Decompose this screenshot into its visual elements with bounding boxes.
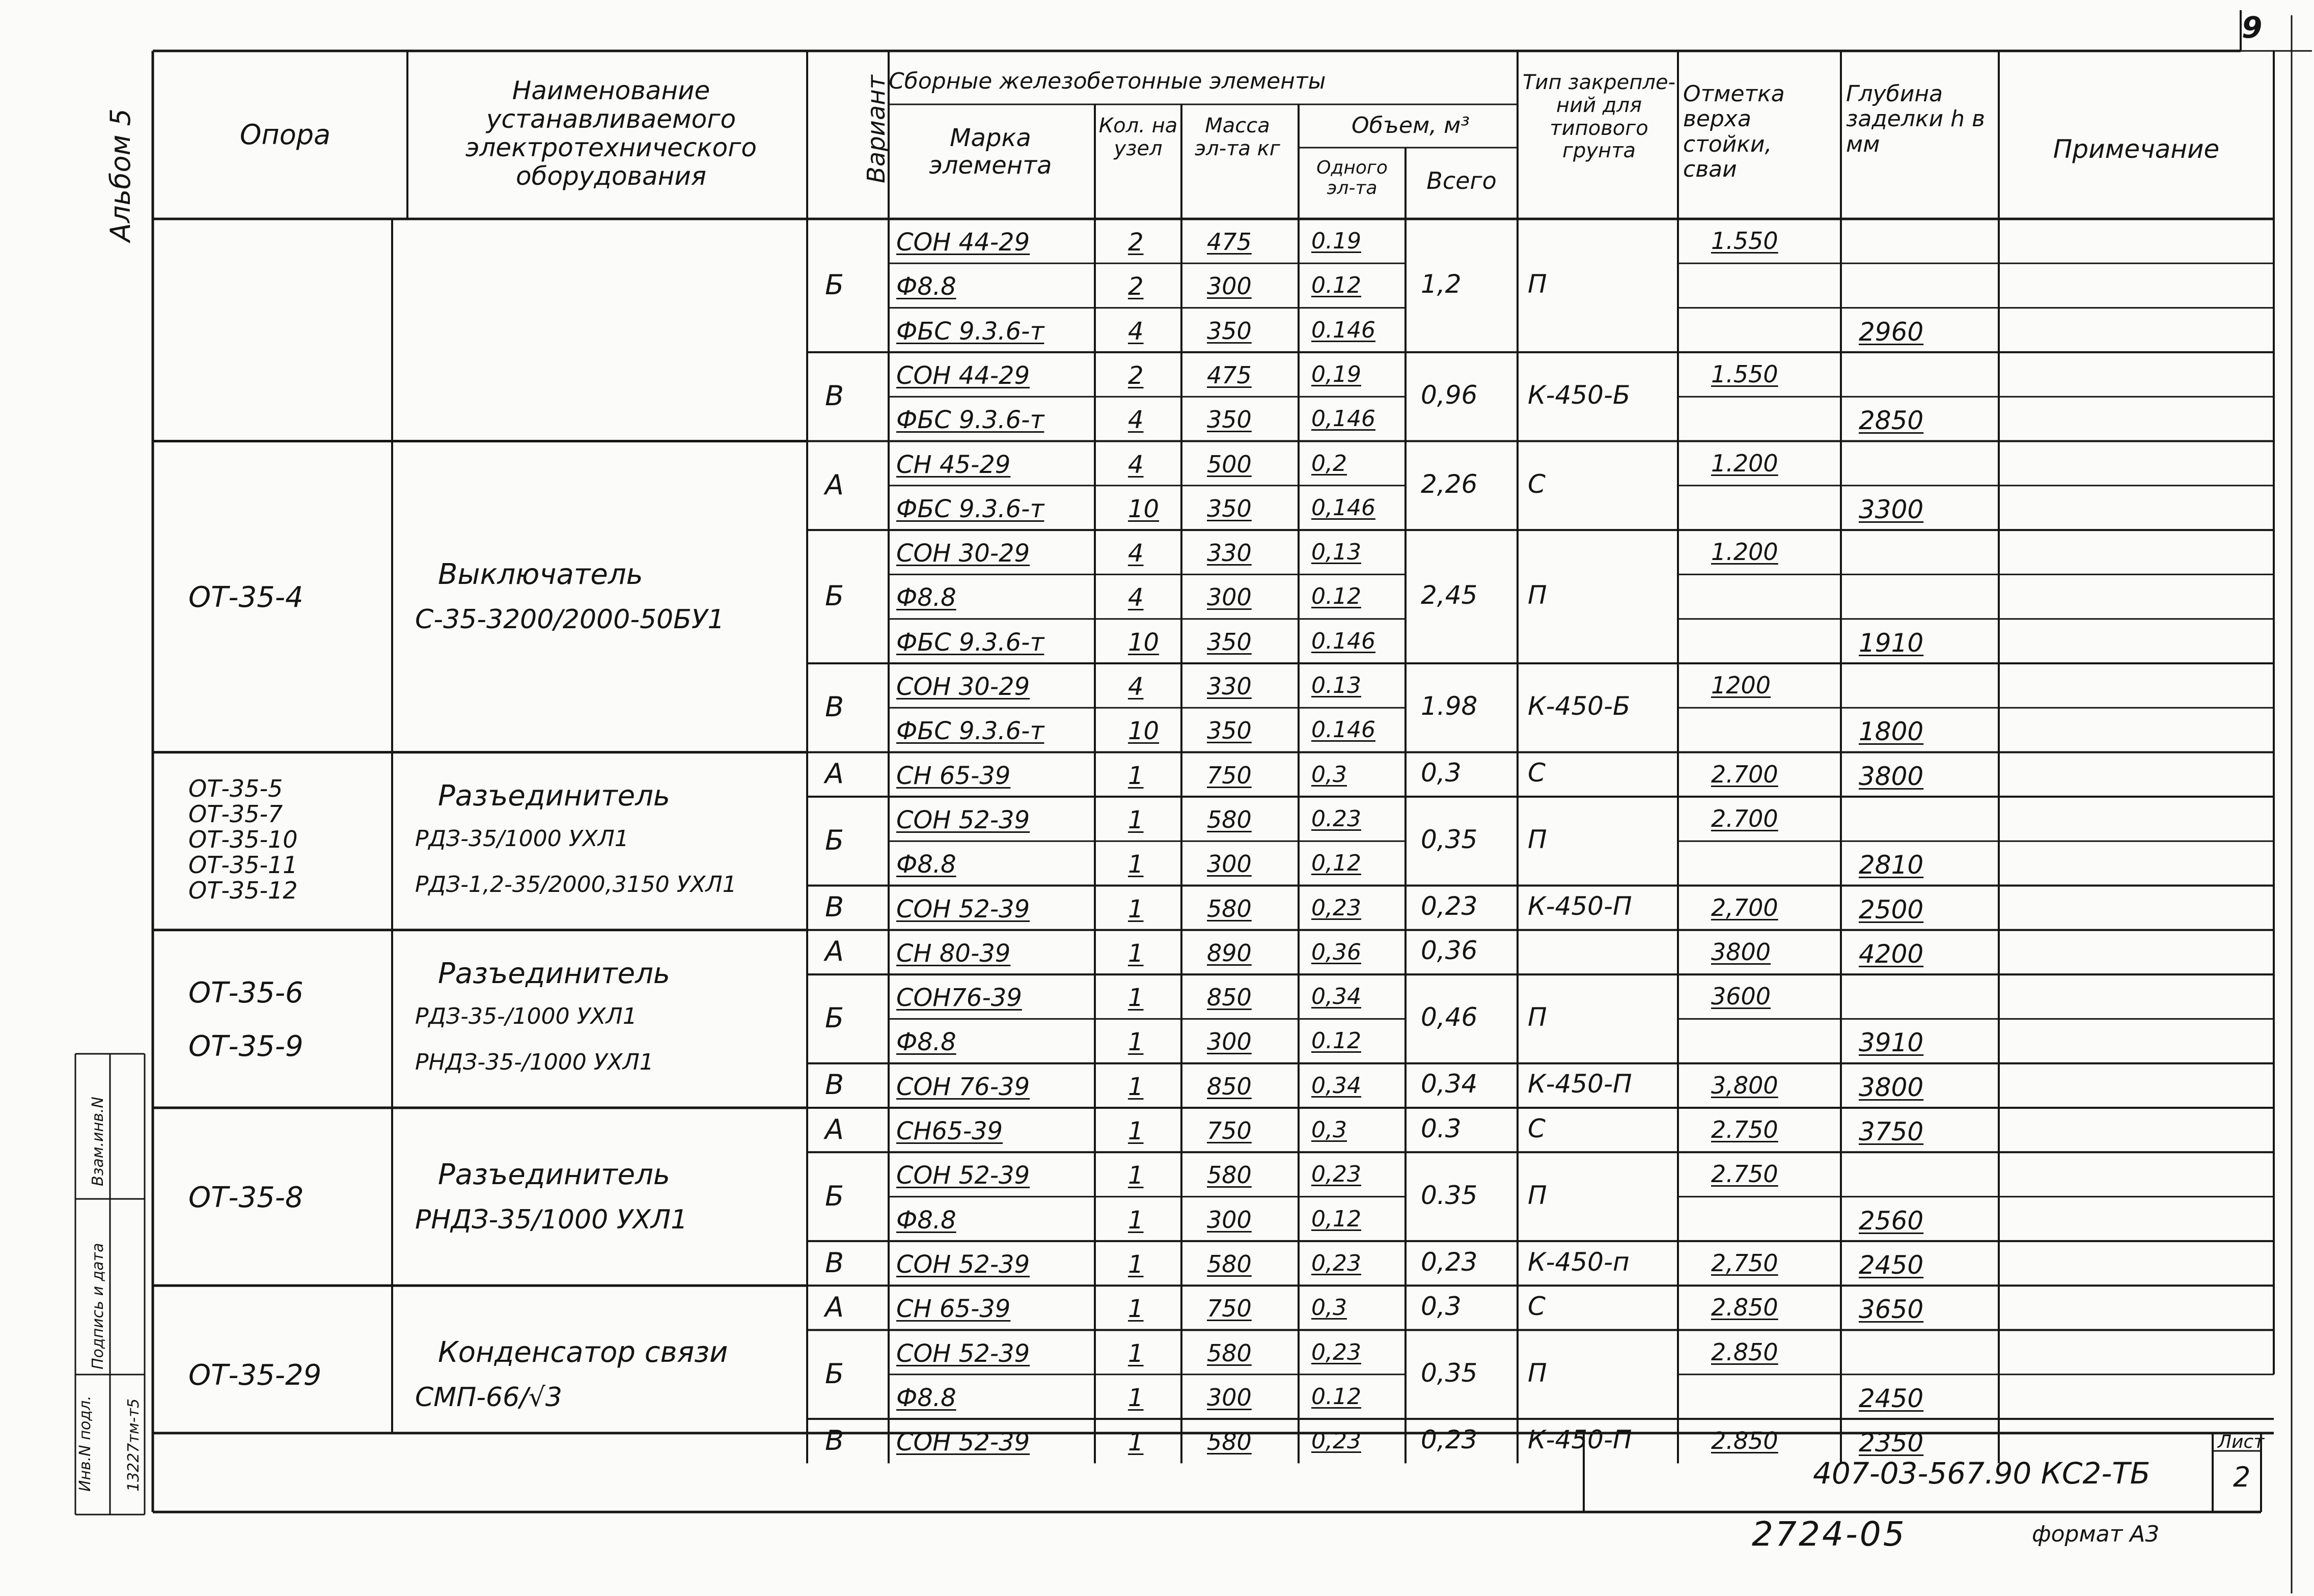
volume-total: 0,23 [1421,1247,1478,1277]
element-qty: 1 [1128,894,1144,923]
paper-format: формат А3 [2032,1521,2160,1547]
volume-total: 0,35 [1421,825,1478,855]
element-mark: ФБС 9.3.6-т [896,628,1044,657]
support-code: ОТ-35-11 [188,851,298,879]
element-mark: Ф8.8 [896,583,956,612]
support-code: ОТ-35-8 [188,1181,304,1214]
embed-depth: 3800 [1859,1072,1924,1102]
volume-total: 0,96 [1421,380,1478,410]
variant-letter: В [825,891,844,923]
element-volume: 0,2 [1311,450,1347,477]
element-volume: 0,146 [1311,494,1375,521]
element-mass: 580 [1207,805,1252,833]
embed-depth: 4200 [1859,939,1924,969]
element-mass: 475 [1207,361,1252,389]
top-mark: 1.550 [1711,360,1778,388]
volume-total: 0,23 [1421,891,1478,921]
top-mark: 3600 [1711,983,1771,1011]
element-volume: 0,3 [1311,761,1347,788]
element-volume: 0,19 [1311,361,1361,387]
top-mark: 1.200 [1711,449,1778,477]
fixing-type: П [1528,1180,1547,1210]
variant-letter: А [825,935,844,968]
volume-total: 2,26 [1421,469,1478,499]
element-volume: 0,23 [1311,1250,1361,1276]
element-mass: 330 [1207,539,1252,567]
element-mass: 350 [1207,406,1252,434]
fixing-type: С [1528,1113,1546,1143]
top-mark: 2,750 [1711,1249,1778,1277]
support-code: ОТ-35-9 [188,1029,304,1063]
volume-total: 0,23 [1421,1424,1478,1454]
equipment-name: РДЗ-35-/1000 УХЛ1 [415,1003,637,1030]
variant-letter: Б [825,580,844,612]
volume-total: 0,3 [1421,758,1462,788]
embed-depth: 2450 [1859,1250,1924,1280]
support-code: ОТ-35-4 [188,581,304,614]
top-mark: 2,700 [1711,893,1778,921]
element-volume: 0.12 [1311,1383,1361,1410]
element-volume: 0,23 [1311,1339,1361,1365]
top-mark: 2.700 [1711,760,1778,788]
element-qty: 1 [1128,805,1144,834]
element-qty: 1 [1128,761,1144,790]
element-mass: 300 [1207,1206,1252,1234]
element-mass: 330 [1207,673,1252,700]
top-mark: 1.550 [1711,227,1778,255]
element-qty: 1 [1128,1295,1144,1324]
element-mark: Ф8.8 [896,1383,956,1412]
top-mark: 2.850 [1711,1427,1778,1455]
element-mass: 350 [1207,717,1252,745]
element-mass: 300 [1207,850,1252,878]
variant-letter: В [825,1246,844,1279]
variant-letter: Б [825,1180,844,1212]
embed-depth: 2850 [1859,406,1924,436]
element-qty: 4 [1128,450,1144,479]
header-element-mark: Марка элемента [929,124,1052,180]
element-mark: СОН 52-39 [896,894,1030,923]
element-mark: ФБС 9.3.6-т [896,317,1044,346]
volume-total: 0.35 [1421,1180,1478,1210]
element-qty: 1 [1128,1028,1144,1057]
variant-letter: Б [825,1002,844,1034]
stamp-inv-number: 13227тм-т5 [125,1398,143,1492]
variant-letter: В [825,1424,844,1457]
element-mark: СОН 52-39 [896,805,1030,834]
support-code: ОТ-35-29 [188,1358,322,1392]
element-qty: 2 [1128,361,1144,390]
header-note: Примечание [2053,134,2220,164]
element-volume: 0,3 [1311,1117,1347,1143]
element-volume: 0.146 [1311,628,1375,654]
element-qty: 1 [1128,1250,1144,1279]
variant-letter: В [825,1069,844,1101]
top-mark: 3800 [1711,938,1771,966]
fixing-type: К-450-Б [1528,691,1631,721]
volume-total: 1,2 [1421,269,1462,299]
element-mark: СН65-39 [896,1117,1003,1145]
variant-letter: А [825,758,844,790]
stamp-inv-original: Инв.N подл. [76,1395,94,1492]
element-mass: 580 [1207,1428,1252,1456]
top-mark: 1.200 [1711,538,1778,566]
element-volume: 0,34 [1311,1072,1361,1099]
element-volume: 0.19 [1311,228,1361,254]
fixing-type: С [1528,469,1546,499]
element-mark: СН 45-29 [896,450,1011,479]
element-qty: 10 [1128,628,1160,657]
element-volume: 0,146 [1311,406,1375,432]
element-mass: 300 [1207,1383,1252,1411]
element-mark: Ф8.8 [896,1206,956,1235]
equipment-name: СМП-66/√3 [415,1382,562,1413]
element-mark: СН 80-39 [896,939,1011,968]
element-mass: 850 [1207,1072,1252,1100]
fixing-type: К-450-П [1528,1424,1632,1454]
header-mass: Масса эл-та кг [1195,114,1280,160]
element-mark: СОН 52-39 [896,1250,1030,1279]
element-mass: 300 [1207,583,1252,611]
element-qty: 1 [1128,1072,1144,1101]
top-mark: 2.850 [1711,1338,1778,1366]
fixing-type: К-450-Б [1528,380,1631,410]
element-mark: СОН 44-29 [896,228,1030,257]
element-mark: СОН 52-39 [896,1428,1030,1457]
embed-depth: 3650 [1859,1295,1924,1325]
element-volume: 0,36 [1311,939,1361,965]
element-qty: 1 [1128,939,1144,968]
header-qty: Кол. на узел [1098,114,1178,160]
element-mass: 475 [1207,228,1252,256]
element-qty: 1 [1128,850,1144,879]
embed-depth: 3750 [1859,1117,1924,1146]
volume-total: 0,34 [1421,1069,1478,1099]
top-mark: 2.750 [1711,1160,1778,1188]
variant-letter: Б [825,1357,844,1390]
stamp-sign-date: Подпись и дата [89,1243,107,1369]
volume-total: 0,35 [1421,1358,1478,1388]
page-number: 9 [2242,10,2263,45]
element-volume: 0.13 [1311,673,1361,698]
fixing-type: К-450-п [1528,1247,1630,1277]
top-mark: 1200 [1711,671,1771,699]
element-volume: 0,13 [1311,539,1361,566]
equipment-name: С-35-3200/2000-50БУ1 [415,604,725,635]
element-qty: 10 [1128,717,1160,746]
element-mark: СОН 52-39 [896,1161,1030,1190]
equipment-name: Разъединитель [438,1158,670,1191]
element-mass: 300 [1207,272,1252,300]
element-volume: 0,23 [1311,1161,1361,1188]
embed-depth: 2560 [1859,1206,1924,1236]
element-volume: 0.12 [1311,583,1361,610]
element-mass: 750 [1207,761,1252,789]
element-volume: 0.23 [1311,805,1361,832]
variant-letter: Б [825,824,844,857]
header-fixing-type: Тип закрепле-ний для типового грунта [1523,71,1675,163]
variant-letter: А [825,1291,844,1323]
element-volume: 0.146 [1311,717,1375,743]
header-precast-group: Сборные железобетонные элементы [889,68,1326,94]
header-volume-total: Всего [1426,167,1497,194]
support-code: ОТ-35-6 [188,976,304,1010]
variant-letter: А [825,1113,844,1145]
header-volume-one: Одного эл-та [1316,157,1388,199]
album-label: Альбом 5 [104,108,136,242]
equipment-name: РНДЗ-35/1000 УХЛ1 [415,1204,688,1235]
element-qty: 1 [1128,1206,1144,1235]
element-mass: 850 [1207,984,1252,1012]
element-mark: СН 65-39 [896,1295,1011,1324]
element-volume: 0,12 [1311,1206,1361,1232]
element-mark: ФБС 9.3.6-т [896,717,1044,746]
volume-total: 0,36 [1421,936,1478,966]
sheet-number: 2 [2233,1461,2251,1493]
embed-depth: 2500 [1859,894,1924,925]
element-volume: 0,12 [1311,850,1361,877]
element-mass: 500 [1207,450,1252,478]
embed-depth: 2960 [1859,317,1924,347]
top-mark: 2.750 [1711,1116,1778,1143]
equipment-name: Конденсатор связи [438,1335,728,1369]
element-volume: 0.12 [1311,1028,1361,1054]
variant-letter: Б [825,268,844,301]
header-variant: Вариант [862,75,891,183]
equipment-name: Разъединитель [438,779,670,813]
element-qty: 1 [1128,1117,1144,1145]
volume-total: 0.3 [1421,1113,1462,1143]
element-mass: 580 [1207,1161,1252,1189]
embed-depth: 2450 [1859,1383,1924,1413]
support-code: ОТ-35-10 [188,826,298,854]
header-depth: Глубина заделки h в мм [1846,81,1985,157]
embed-depth: 3910 [1859,1028,1924,1058]
fixing-type: П [1528,580,1547,610]
stamp-replace-inv: Взам.инв.N [89,1097,107,1186]
element-mark: СОН 30-29 [896,673,1030,701]
element-mark: СОН 76-39 [896,1072,1030,1101]
element-mass: 350 [1207,628,1252,656]
element-mass: 580 [1207,1339,1252,1367]
element-mass: 750 [1207,1295,1252,1323]
element-qty: 2 [1128,228,1144,257]
element-mark: ФБС 9.3.6-т [896,406,1044,435]
embed-depth: 2350 [1859,1428,1924,1458]
element-qty: 1 [1128,1339,1144,1368]
header-equipment: Наименование устанавливаемого электротехнического оборудования [465,76,757,191]
top-mark: 3,800 [1711,1071,1778,1099]
fixing-type: С [1528,1291,1546,1321]
element-qty: 1 [1128,1161,1144,1190]
element-mark: СОН 52-39 [896,1339,1030,1368]
header-support: Опора [239,119,331,151]
variant-letter: В [825,691,844,723]
element-qty: 2 [1128,272,1144,301]
fixing-type: С [1528,758,1546,788]
element-volume: 0,23 [1311,1428,1361,1454]
volume-total: 0,46 [1421,1002,1478,1032]
embed-depth: 3300 [1859,494,1924,524]
element-volume: 0.12 [1311,272,1361,299]
element-mark: Ф8.8 [896,850,956,879]
fixing-type: П [1528,269,1547,299]
embed-depth: 1910 [1859,628,1924,658]
element-mark: СОН76-39 [896,984,1022,1013]
equipment-name: РДЗ-35/1000 УХЛ1 [415,826,629,852]
volume-total: 2,45 [1421,580,1478,610]
element-mass: 580 [1207,1250,1252,1278]
embed-depth: 1800 [1859,717,1924,747]
fixing-type: П [1528,1002,1547,1032]
element-qty: 4 [1128,539,1144,568]
element-qty: 4 [1128,406,1144,435]
element-mass: 750 [1207,1117,1252,1144]
element-qty: 1 [1128,1428,1144,1457]
header-volume: Объем, м³ [1352,113,1470,138]
variant-letter: А [825,468,844,501]
element-mark: СН 65-39 [896,761,1011,790]
equipment-name: РДЗ-1,2-35/2000,3150 УХЛ1 [415,872,737,898]
document-code: 407-03-567.90 КС2-ТБ [1813,1456,2151,1491]
element-mark: СОН 44-29 [896,361,1030,390]
element-volume: 0.146 [1311,317,1375,343]
top-mark: 2.700 [1711,804,1778,832]
element-mass: 890 [1207,939,1252,967]
support-code: ОТ-35-7 [188,800,283,828]
element-qty: 1 [1128,984,1144,1013]
support-code: ОТ-35-5 [188,775,283,803]
embed-depth: 3800 [1859,761,1924,791]
fixing-type: К-450-П [1528,1069,1632,1099]
equipment-name: РНДЗ-35-/1000 УХЛ1 [415,1049,654,1076]
volume-total: 1.98 [1421,691,1478,721]
header-top-mark: Отметка верха стойки, сваи [1683,81,1785,182]
embed-depth: 2810 [1859,850,1924,880]
element-qty: 4 [1128,583,1144,612]
fixing-type: К-450-П [1528,891,1632,921]
variant-letter: В [825,380,844,412]
volume-total: 0,3 [1421,1291,1462,1321]
element-volume: 0,3 [1311,1295,1347,1321]
support-code: ОТ-35-12 [188,877,298,905]
sheet-label: Лист [2218,1432,2265,1452]
element-qty: 1 [1128,1383,1144,1412]
element-mark: Ф8.8 [896,272,956,301]
top-mark: 2.850 [1711,1294,1778,1322]
fixing-type: П [1528,825,1547,855]
element-mass: 350 [1207,494,1252,522]
element-mass: 580 [1207,894,1252,922]
element-mark: СОН 30-29 [896,539,1030,568]
element-volume: 0,23 [1311,894,1361,921]
element-mass: 300 [1207,1028,1252,1056]
element-mass: 350 [1207,317,1252,345]
element-mark: Ф8.8 [896,1028,956,1057]
equipment-name: Разъединитель [438,957,670,991]
element-qty: 4 [1128,673,1144,701]
equipment-name: Выключатель [438,558,643,592]
inventory-number: 2724-05 [1752,1515,1907,1554]
element-qty: 10 [1128,494,1160,523]
element-volume: 0,34 [1311,984,1361,1010]
element-qty: 4 [1128,317,1144,346]
fixing-type: П [1528,1358,1547,1388]
element-mark: ФБС 9.3.6-т [896,494,1044,523]
